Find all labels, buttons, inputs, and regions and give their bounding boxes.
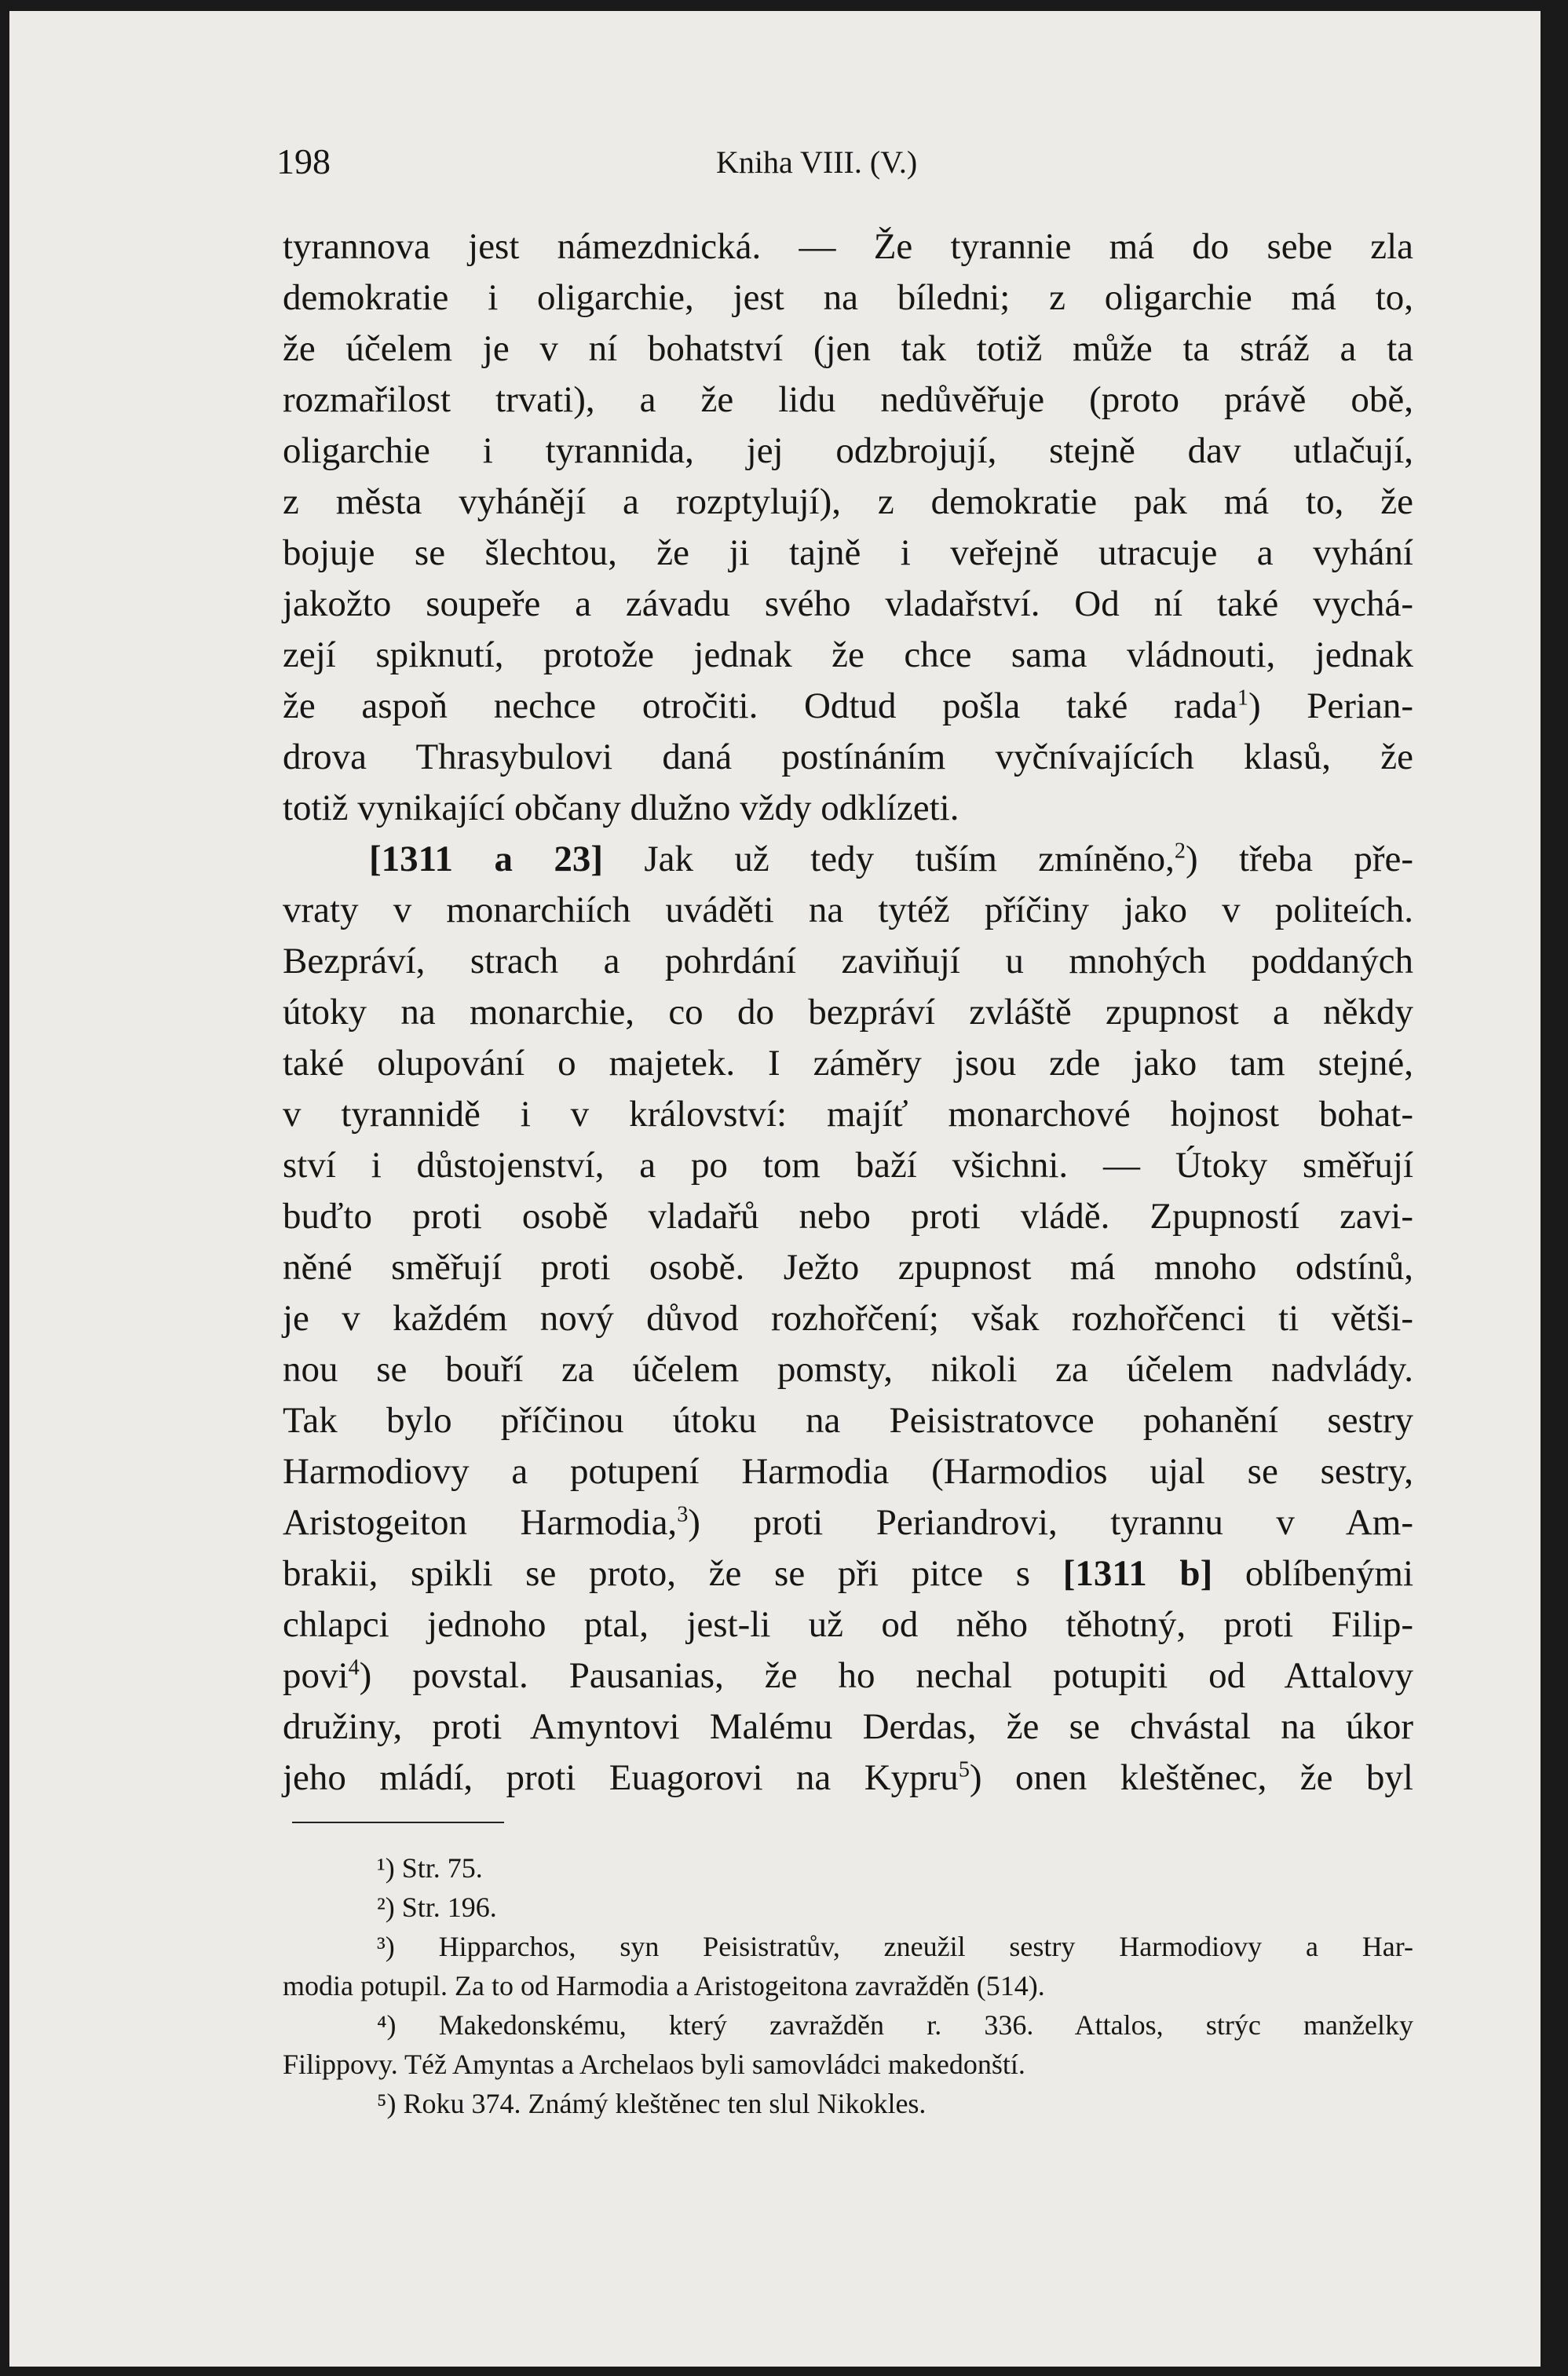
footnote-3: ³) Hipparchos, syn Peisistratův, zneužil sestry Harmodiovy a Har- [377, 1931, 1413, 1962]
footnote-5: ⁵) Roku 374. Známý kleštěnec ten slul Nikokles. [377, 2088, 927, 2119]
text-segment: Jak už tedy tuším zmíněno, [644, 839, 1175, 879]
footnote-marker: 4 [348, 1655, 360, 1680]
text-line: rozmařilost trvati), a že lidu nedůvěřuje (proto právě obě, [283, 379, 1413, 420]
text-line: tyrannova jest námezdnická. — Že tyrannie má do sebe zla [283, 226, 1413, 267]
text-line: chlapci jednoho ptal, jest-li už od něho těhotný, proti Filip- [283, 1604, 1413, 1645]
text-line: také olupování o majetek. I záměry jsou zde jako tam stejné, [283, 1043, 1413, 1084]
footnote-separator [292, 1822, 504, 1823]
footnote-marker: 1 [1237, 685, 1248, 711]
footnote-marker: 5 [958, 1757, 970, 1782]
footnote-1: ¹) Str. 75. [377, 1852, 483, 1884]
text-segment: že aspoň nechce otročiti. Odtud pošla také rada [283, 685, 1237, 726]
text-line: drova Thrasybulovi daná postínáním vyčnívajících klasů, že [283, 737, 1413, 777]
footnote-2: ²) Str. 196. [377, 1892, 497, 1923]
text-line [283, 1753, 1413, 1804]
text-segment: ) proti Periandrovi, tyrannu v Am- [688, 1502, 1413, 1543]
page-number: 198 [276, 141, 331, 181]
text-segment: jeho mládí, proti Euagorovi na Kypru [283, 1757, 959, 1798]
text-segment: oblíbenými [1212, 1553, 1413, 1594]
text-line: v tyrannidě i v království: majíť monarchové hojnost bohat- [283, 1094, 1413, 1135]
text-line: něné směřují proti osobě. Ježto zpupnost má mnoho odstínů, [283, 1247, 1413, 1288]
text-line [283, 834, 1413, 885]
footnotes [283, 1848, 1413, 2123]
text-line: demokratie i oligarchie, jest na bíledni; z oligarchie má to, [283, 277, 1413, 318]
text-segment: ) onen kleštěnec, že byl [969, 1757, 1413, 1798]
footnote-marker: 2 [1174, 839, 1186, 864]
text-line: útoky na monarchie, co do bezpráví zvláště zpupnost a někdy [283, 992, 1413, 1033]
text-line: Tak bylo příčinou útoku na Peisistratovce pohanění sestry [283, 1400, 1413, 1441]
text-line: zejí spiknutí, protože jednak že chce sama vládnouti, jednak [283, 634, 1413, 675]
text-segment: ) povstal. Pausanias, že ho nechal potupiti od Attalovy [359, 1655, 1413, 1696]
bekker-reference: [1311 b] [1062, 1553, 1213, 1594]
text-line: ství i důstojenství, a po tom baží všichni. — Útoky směřují [283, 1145, 1413, 1186]
text-line: jakožto soupeře a závadu svého vladařství. Od ní také vychá- [283, 583, 1413, 624]
text-segment: Aristogeiton Harmodia, [283, 1502, 678, 1543]
text-line: nou se bouří za účelem pomsty, nikoli za účelem nadvlády. [283, 1349, 1413, 1390]
bekker-reference: [1311 a 23] [369, 839, 603, 879]
footnote-4-continued: Filippovy. Též Amyntas a Archelaos byli samovládci makedonští. [283, 2049, 1025, 2080]
footnote-3-continued: modia potupil. Za to od Harmodia a Aristogeitona zavražděn (514). [283, 1970, 1045, 2001]
text-segment: brakii, spikli se proto, že se při pitce s [283, 1553, 1031, 1594]
text-line: vraty v monarchiích uváděti na tytéž příčiny jako v politeích. [283, 890, 1413, 930]
text-line: oligarchie i tyrannida, jej odzbrojují, stejně dav utlačují, [283, 430, 1413, 471]
text-line: družiny, proti Amyntovi Malému Derdas, že se chvástal na úkor [283, 1706, 1413, 1747]
text-line: totiž vynikající občany dlužno vždy odklízeti. [283, 788, 959, 828]
text-line [283, 1548, 1413, 1599]
text-line: Harmodiovy a potupení Harmodia (Harmodios ujal se sestry, [283, 1451, 1413, 1492]
text-line: Bezpráví, strach a pohrdání zaviňují u mnohých poddaných [283, 941, 1413, 981]
text-segment: ) Perian- [1248, 685, 1413, 726]
body-text [283, 221, 1413, 1804]
text-line: je v každém nový důvod rozhořčení; však rozhořčenci ti větši- [283, 1298, 1413, 1339]
text-line: z města vyhánějí a rozptylují), z demokratie pak má to, že [283, 481, 1413, 522]
text-line: buďto proti osobě vladařů nebo proti vládě. Zpupností zavi- [283, 1196, 1413, 1237]
text-line [283, 1650, 1413, 1702]
text-line [283, 1497, 1413, 1548]
page-header [276, 141, 1423, 188]
text-line: bojuje se šlechtou, že ji tajně i veřejně utracuje a vyhání [283, 532, 1413, 573]
text-segment: povi [283, 1655, 349, 1696]
running-head: Kniha VIII. (V.) [716, 144, 918, 180]
text-line [283, 681, 1413, 732]
text-segment: ) třeba pře- [1186, 839, 1414, 879]
footnote-marker: 3 [677, 1502, 689, 1527]
book-page [9, 11, 1541, 2367]
footnote-4: ⁴) Makedonskému, který zavražděn r. 336. Attalos, strýc manželky [377, 2009, 1413, 2041]
text-line: že účelem je v ní bohatství (jen tak totiž může ta stráž a ta [283, 328, 1413, 369]
